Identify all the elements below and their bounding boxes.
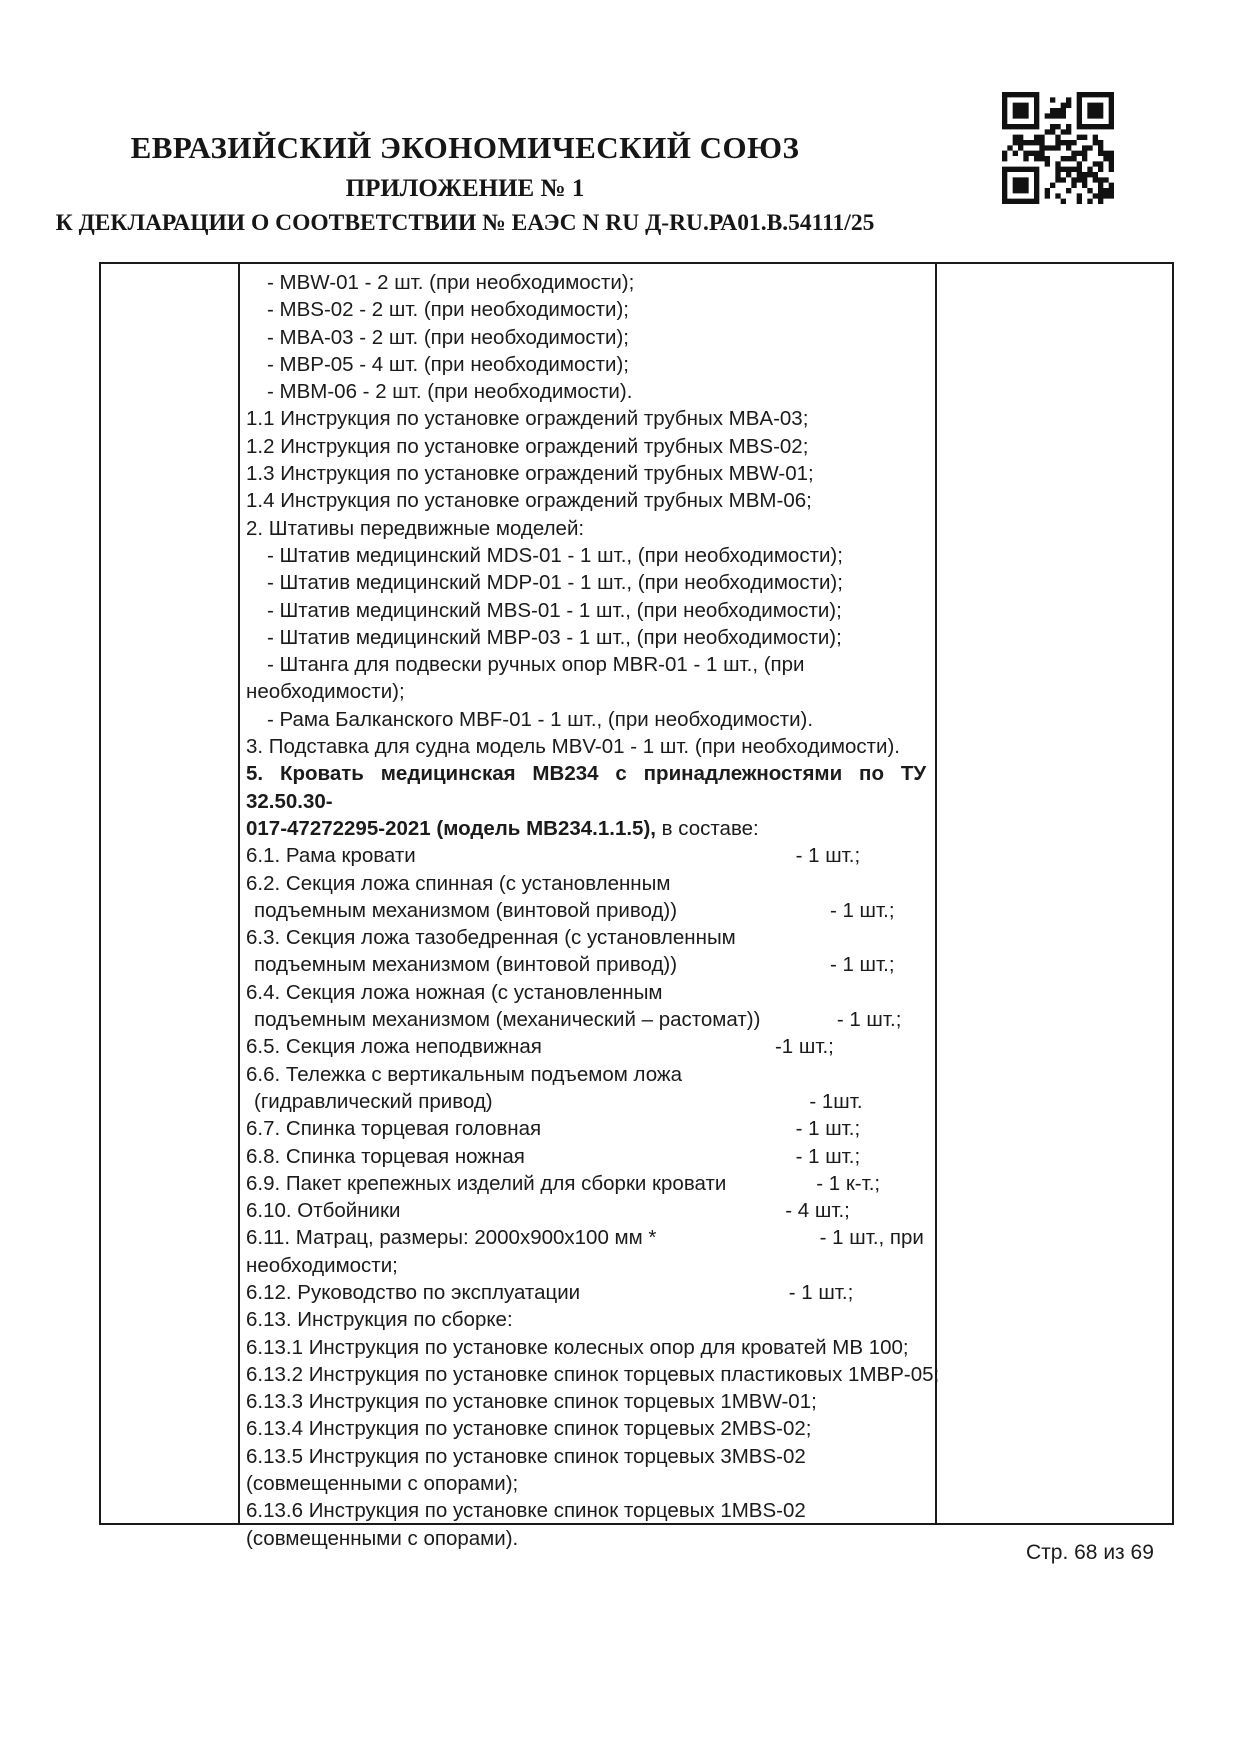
table-line — [246, 460, 933, 487]
table-line — [246, 597, 933, 624]
line-text: 3. Подставка для судна модель MBV-01 - 1 шт. (при необходимости). — [246, 735, 900, 759]
table-line — [246, 1088, 933, 1115]
line-text: подъемным механизмом (винтовой привод)) — [254, 953, 678, 977]
line-text: 1.2 Инструкция по установке ограждений трубных MBS-02; — [246, 434, 809, 458]
quantity: -1 шт.; — [774, 1035, 834, 1059]
line-text: 2. Штативы передвижные моделей: — [246, 516, 585, 540]
table-line — [246, 706, 933, 733]
table-line — [246, 951, 933, 978]
line-text: - Штатив медицинский MBS-01 - 1 шт., (при необходимости); — [267, 598, 842, 622]
line-text: подъемным механизмом (механический – растомат)) — [254, 1008, 761, 1032]
table-line — [246, 1334, 933, 1361]
table-line — [246, 924, 933, 951]
page-number: Стр. 68 из 69 — [1026, 1541, 1154, 1564]
table-line — [246, 733, 933, 760]
line-text: 6.11. Матрац, размеры: 2000x900x100 мм * — [246, 1226, 657, 1250]
line-text: 1.1 Инструкция по установке ограждений трубных MBA-03; — [246, 407, 809, 431]
table-line — [246, 760, 926, 815]
table-line — [246, 897, 933, 924]
table-line — [246, 1388, 933, 1415]
table-line — [246, 542, 933, 569]
table-line — [246, 1415, 933, 1442]
line-text: 6.7. Спинка торцевая головная — [246, 1117, 542, 1141]
header-annex-title: ПРИЛОЖЕНИЕ № 1 — [345, 175, 585, 202]
line-text: 6.13. Инструкция по сборке: — [246, 1308, 513, 1332]
table-line — [246, 1443, 933, 1470]
line-text: 6.12. Руководство по эксплуатации — [246, 1280, 581, 1304]
quantity: - 1 шт.; — [795, 1117, 861, 1141]
quantity: - 1 шт.; — [788, 1280, 854, 1304]
table-line — [246, 351, 933, 378]
table-right-column — [937, 264, 1172, 1523]
table-line — [246, 324, 933, 351]
line-text: необходимости; — [246, 1253, 398, 1277]
line-text: 6.13.5 Инструкция по установке спинок торцевых 3MBS-02 — [246, 1444, 806, 1468]
line-text-bold: 017-47272295-2021 (модель МВ234.1.1.5), — [246, 816, 656, 840]
table-line — [246, 405, 933, 432]
line-text: 6.13.4 Инструкция по установке спинок торцевых 2MBS-02; — [246, 1417, 812, 1441]
table-line — [246, 1143, 933, 1170]
line-text: 6.13.1 Инструкция по установке колесных опор для кроватей МВ 100; — [246, 1335, 909, 1359]
table-line — [246, 269, 933, 296]
line-text: 1.4 Инструкция по установке ограждений трубных MBM-06; — [246, 489, 812, 513]
table-line — [246, 1197, 933, 1224]
line-text: 6.13.6 Инструкция по установке спинок торцевых 1MBS-02 — [246, 1499, 806, 1523]
table-line — [246, 1224, 933, 1251]
quantity: - 1 шт.; — [795, 844, 861, 868]
line-text: 6.6. Тележка с вертикальным подъемом ложа — [246, 1062, 682, 1086]
quantity: - 1 шт.; — [836, 1008, 902, 1032]
line-text: - MBP-05 - 4 шт. (при необходимости); — [267, 352, 629, 376]
document-header — [55, 130, 875, 237]
quantity: - 1 шт.; — [829, 898, 895, 922]
header-union-title: ЕВРАЗИЙСКИЙ ЭКОНОМИЧЕСКИЙ СОЮЗ — [130, 130, 800, 165]
table-line — [246, 1061, 933, 1088]
line-text: 6.1. Рама кровати — [246, 844, 416, 868]
line-text: необходимости); — [246, 680, 405, 704]
line-text: (гидравлический привод) — [254, 1089, 493, 1113]
table-text-cell — [240, 264, 940, 1550]
line-text: 5. Кровать медицинская МВ234 с принадлежностями по ТУ 32.50.30- — [246, 762, 927, 813]
table-line — [246, 1306, 933, 1333]
line-text: 6.4. Секция ложа ножная (с установленным — [246, 980, 663, 1004]
table-line — [246, 569, 933, 596]
table-line — [246, 1497, 933, 1524]
table-line — [246, 1470, 933, 1497]
quantity: - 4 шт.; — [785, 1199, 850, 1223]
table-line — [246, 1525, 933, 1552]
line-text: - Штатив медицинский MDS-01 - 1 шт., (при необходимости); — [267, 543, 843, 567]
quantity: - 1 шт.; — [829, 953, 895, 977]
table-line — [246, 1170, 933, 1197]
line-text: (совмещенными с опорами); — [246, 1472, 519, 1496]
line-text: - Штатив медицинский MDP-01 - 1 шт., (при необходимости); — [267, 571, 843, 595]
line-text: - MBW-01 - 2 шт. (при необходимости); — [267, 271, 635, 294]
header-declaration-number: К ДЕКЛАРАЦИИ О СООТВЕТСТВИИ № ЕАЭС N RU Д-RU.РА01.В.54111/25 — [55, 210, 875, 236]
line-text: 6.13.3 Инструкция по установке спинок торцевых 1MBW-01; — [246, 1390, 817, 1414]
quantity: - 1шт. — [809, 1089, 863, 1113]
line-text: - MBS-02 - 2 шт. (при необходимости); — [267, 298, 629, 322]
quantity: - 1 шт., при — [819, 1226, 924, 1250]
line-text: - MBM-06 - 2 шт. (при необходимости). — [267, 380, 633, 404]
table-line — [246, 487, 933, 514]
line-text: в составе: — [655, 816, 759, 840]
line-text: подъемным механизмом (винтовой привод)) — [254, 898, 678, 922]
table-line — [246, 433, 933, 460]
table-line — [246, 979, 933, 1006]
table-line — [246, 1252, 933, 1279]
line-text: 6.13.2 Инструкция по установке спинок торцевых пластиковых 1МВР-05; — [246, 1362, 940, 1386]
table-line — [246, 296, 933, 323]
table-line — [246, 1115, 933, 1142]
content-table — [99, 262, 1174, 1550]
qr-code — [1002, 92, 1114, 204]
line-text: - Штатив медицинский MBP-03 - 1 шт., (при необходимости); — [267, 625, 842, 649]
table-line — [246, 842, 933, 869]
line-text: 6.8. Спинка торцевая ножная — [246, 1144, 525, 1168]
table-line — [246, 624, 933, 651]
line-text: 6.9. Пакет крепежных изделий для сборки кровати — [246, 1171, 727, 1195]
line-text: 6.10. Отбойники — [246, 1199, 401, 1223]
table-line — [246, 1006, 933, 1033]
table-left-column — [101, 264, 240, 1523]
line-text: 6.2. Секция ложа спинная (с установленным — [246, 871, 671, 895]
table-line — [246, 378, 933, 405]
table-line — [246, 1033, 933, 1060]
table-line — [246, 1361, 940, 1388]
table-line — [246, 678, 933, 705]
quantity: - 1 к-т.; — [816, 1171, 881, 1195]
line-text: - Штанга для подвески ручных опор MBR-01 - 1 шт., (при — [267, 653, 805, 677]
table-line — [246, 815, 933, 842]
line-text: 6.5. Секция ложа неподвижная — [246, 1035, 542, 1059]
line-text: (совмещенными с опорами). — [246, 1526, 519, 1550]
line-text: 6.3. Секция ложа тазобедренная (с установленным — [246, 926, 736, 950]
quantity: - 1 шт.; — [795, 1144, 861, 1168]
table-line — [246, 651, 933, 678]
line-text: - Рама Балканского MBF-01 - 1 шт., (при необходимости). — [267, 707, 814, 731]
table-line — [246, 870, 933, 897]
line-text: 1.3 Инструкция по установке ограждений трубных MBW-01; — [246, 462, 814, 486]
table-line — [246, 515, 933, 542]
table-line — [246, 1279, 933, 1306]
line-text: - MBA-03 - 2 шт. (при необходимости); — [267, 325, 629, 349]
